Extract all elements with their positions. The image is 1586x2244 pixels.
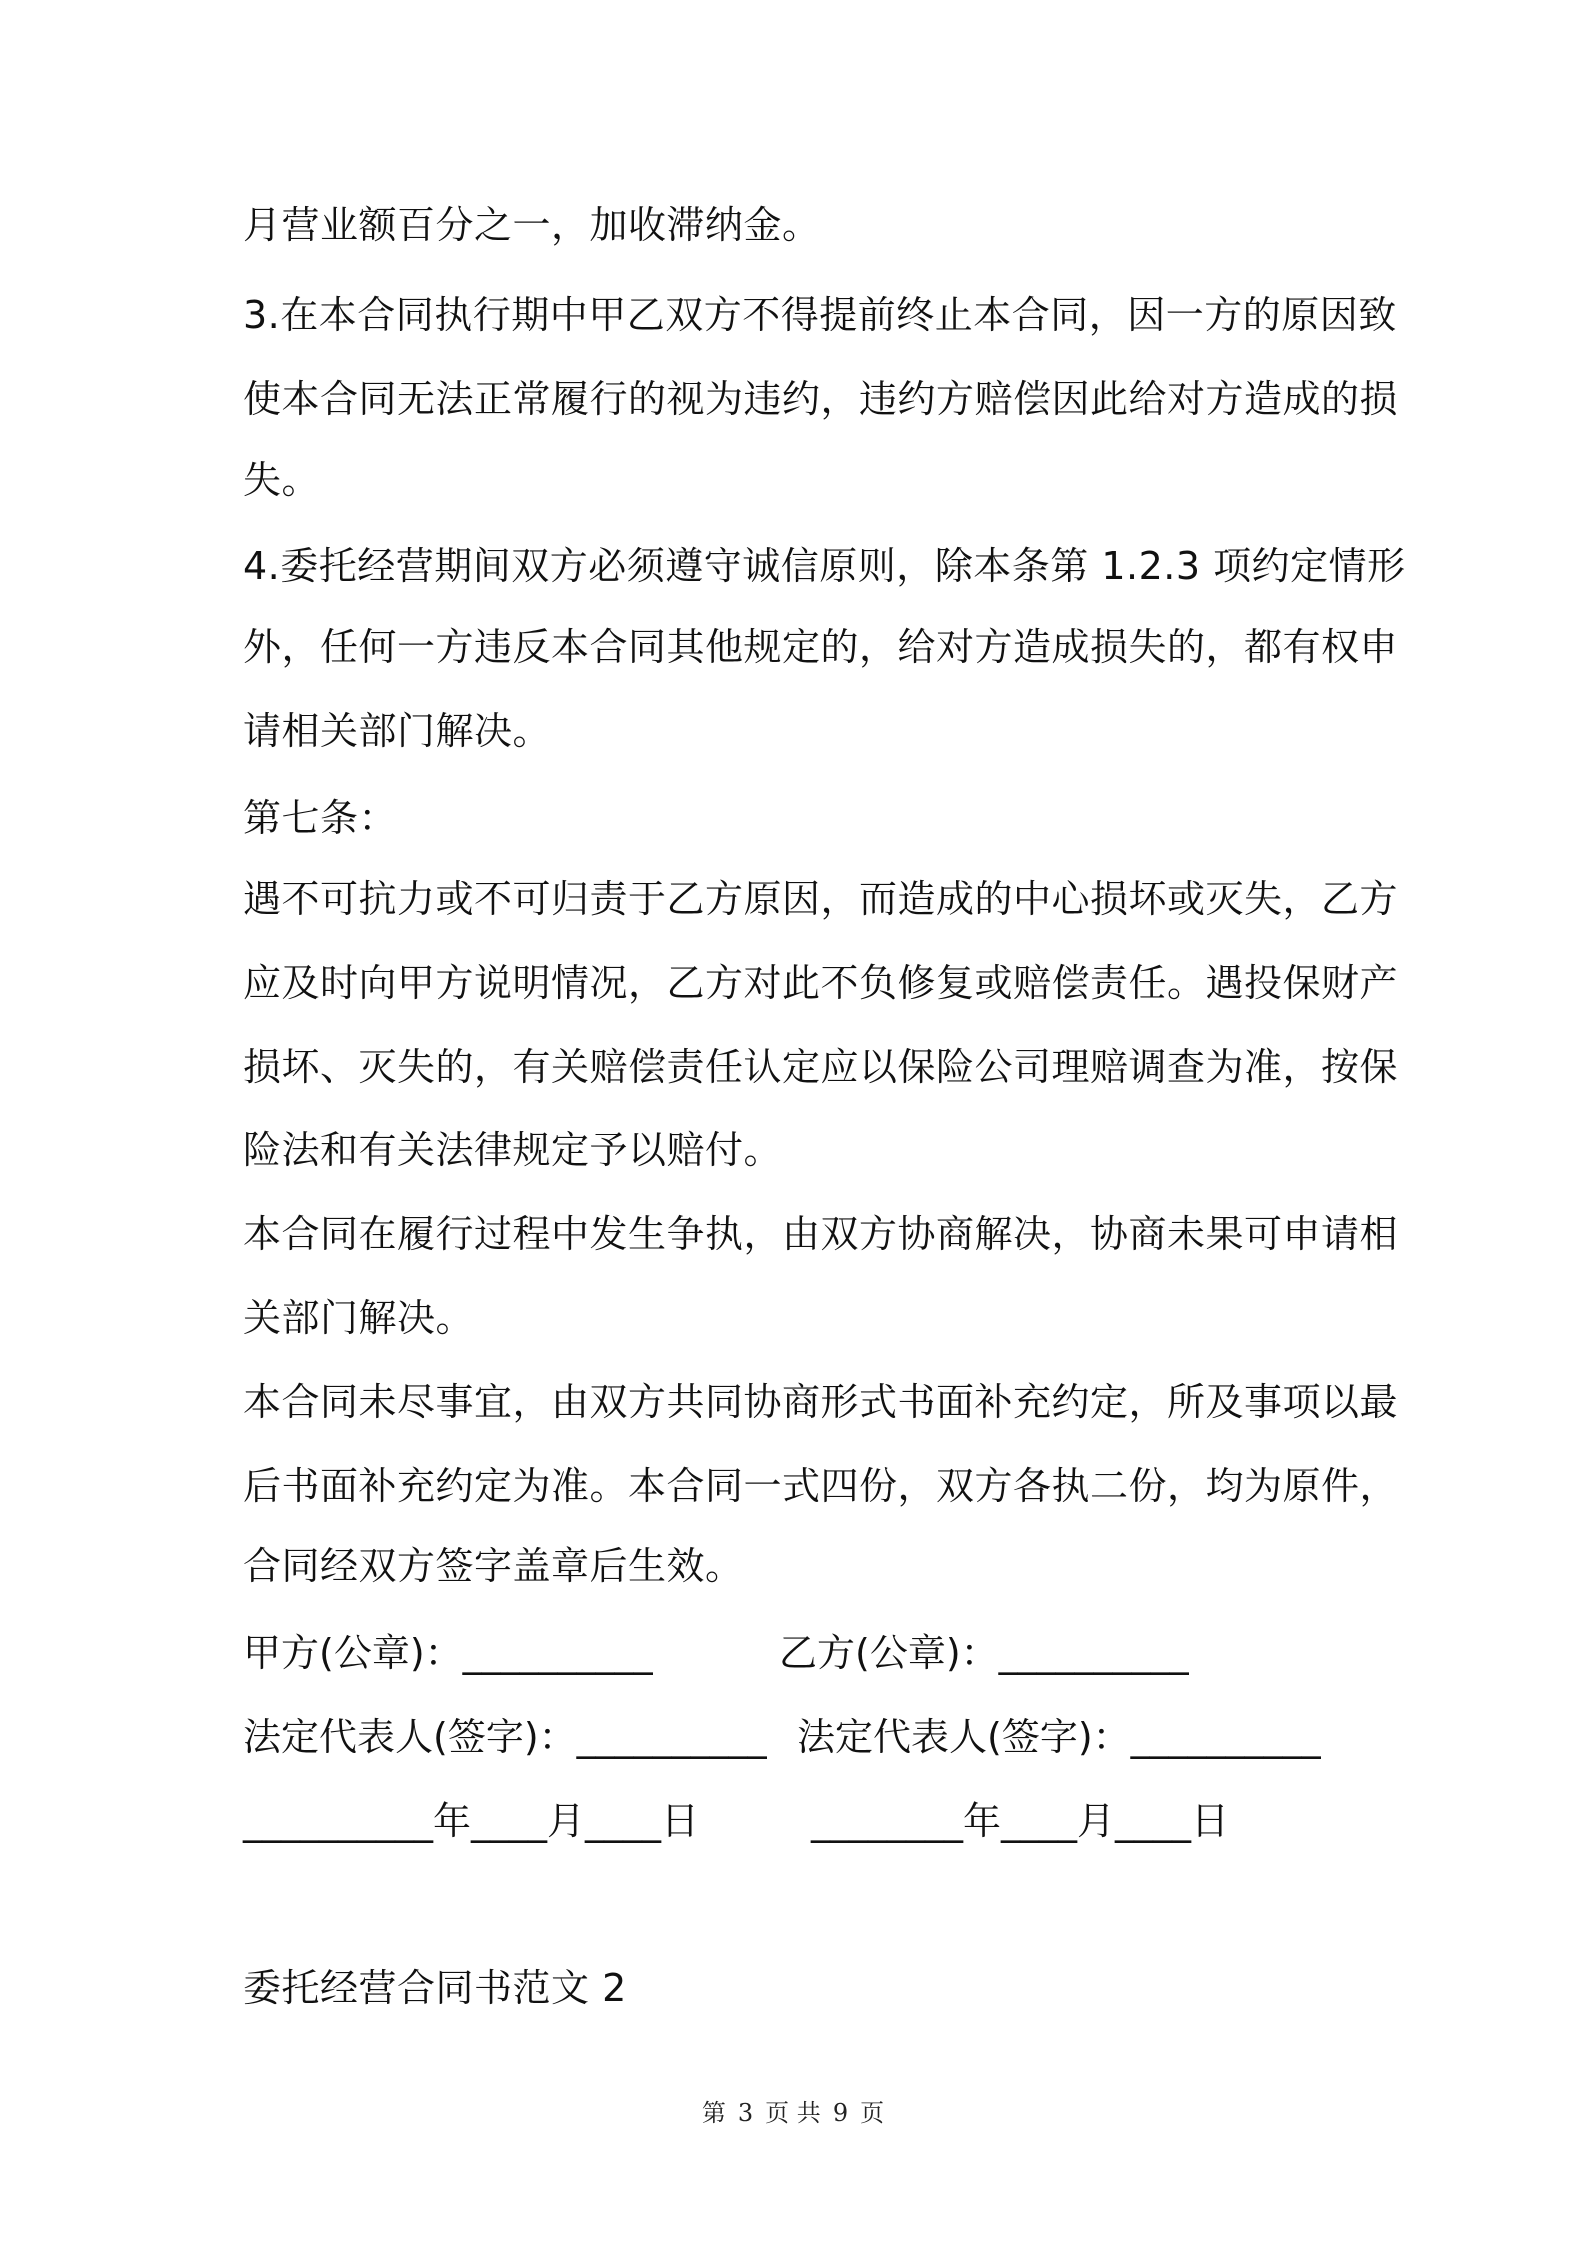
paragraph-line: 应及时向甲方说明情况，乙方对此不负修复或赔偿责任。遇投保财产 xyxy=(243,961,1399,1005)
page-footer xyxy=(0,2098,1586,2128)
paragraph-line: 月营业额百分之一，加收滞纳金。 xyxy=(243,203,821,247)
paragraph-line: 合同经双方签字盖章后生效。 xyxy=(243,1544,744,1588)
article-heading: 第七条： xyxy=(243,796,398,840)
paragraph-line: 关部门解决。 xyxy=(243,1296,475,1340)
party-b-representative-field: 法定代表人(签字)：__________ xyxy=(797,1715,1321,1759)
footer-page-total: 9 xyxy=(832,2099,849,2127)
paragraph-line: 遇不可抗力或不可归责于乙方原因，而造成的中心损坏或灭失，乙方 xyxy=(243,877,1399,921)
footer-suffix: 页 xyxy=(860,2099,885,2127)
footer-prefix: 第 xyxy=(701,2099,726,2127)
paragraph-line: 险法和有关法律规定予以赔付。 xyxy=(243,1128,783,1172)
paragraph-line: 请相关部门解决。 xyxy=(243,709,552,753)
paragraph-line: 4.委托经营期间双方必须遵守诚信原则，除本条第 1.2.3 项约定情形 xyxy=(243,544,1406,588)
party-a-representative-field: 法定代表人(签字)：__________ xyxy=(243,1715,767,1759)
paragraph-line: 3.在本合同执行期中甲乙双方不得提前终止本合同，因一方的原因致 xyxy=(243,293,1397,337)
party-b-date-field: ________年____月____日 xyxy=(811,1799,1230,1843)
next-section-title: 委托经营合同书范文 2 xyxy=(243,1966,627,2010)
paragraph-line: 使本合同无法正常履行的视为违约，违约方赔偿因此给对方造成的损 xyxy=(243,377,1399,421)
paragraph-line: 本合同未尽事宜，由双方共同协商形式书面补充约定，所及事项以最 xyxy=(243,1380,1399,1424)
paragraph-line: 失。 xyxy=(243,458,321,502)
party-b-seal-field: 乙方(公章)：__________ xyxy=(779,1631,1189,1675)
paragraph-line: 损坏、灭失的，有关赔偿责任认定应以保险公司理赔调查为准，按保 xyxy=(243,1045,1399,1089)
footer-page-current: 3 xyxy=(737,2099,754,2127)
paragraph-line: 后书面补充约定为准。本合同一式四份，双方各执二份，均为原件， xyxy=(243,1464,1399,1508)
footer-mid: 页 共 xyxy=(765,2099,821,2127)
party-a-date-field: __________年____月____日 xyxy=(243,1799,700,1843)
paragraph-line: 本合同在履行过程中发生争执，由双方协商解决，协商未果可申请相 xyxy=(243,1212,1399,1256)
party-a-seal-field: 甲方(公章)：__________ xyxy=(243,1631,653,1675)
paragraph-line: 外，任何一方违反本合同其他规定的，给对方造成损失的，都有权申 xyxy=(243,625,1399,669)
